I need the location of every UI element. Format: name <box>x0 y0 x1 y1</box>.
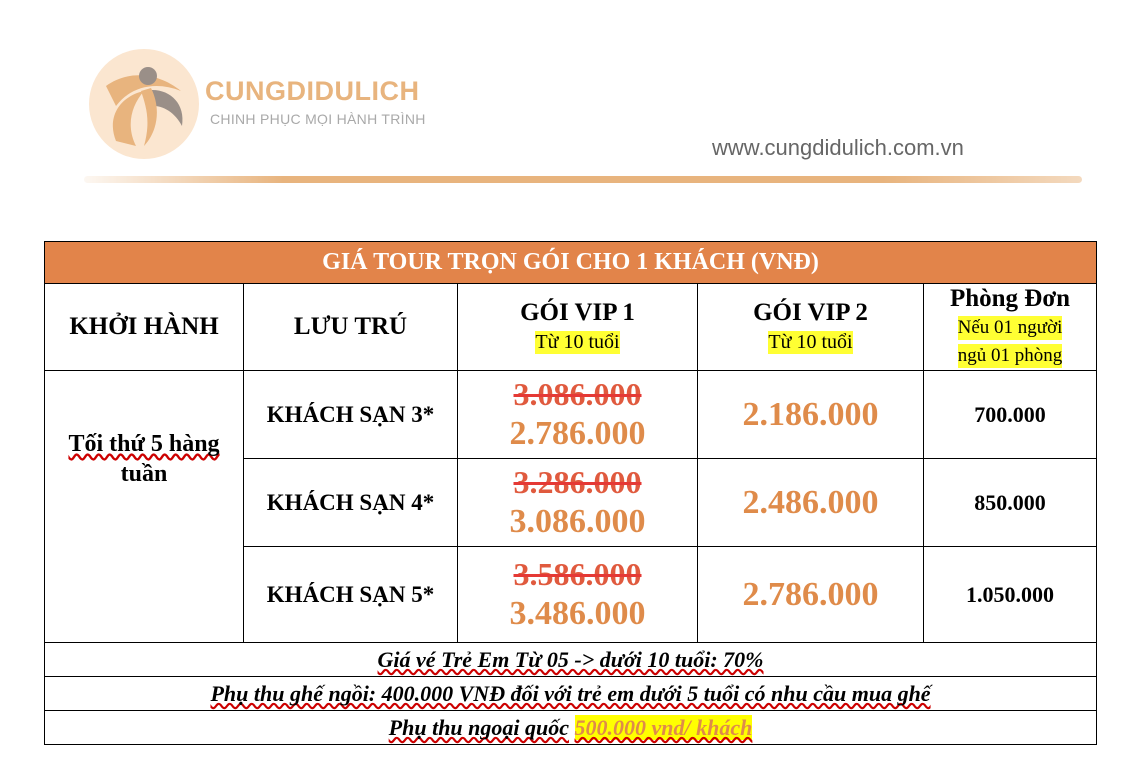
brand-tagline: CHINH PHỤC MỌI HÀNH TRÌNH <box>210 111 426 127</box>
table-title: GIÁ TOUR TRỌN GÓI CHO 1 KHÁCH (VNĐ) <box>45 242 1097 284</box>
departure-cell <box>45 371 244 643</box>
table-title-row <box>45 242 1097 284</box>
brand-name: CUNGDIDULICH <box>205 76 420 106</box>
single-room-price: 1.050.000 <box>924 547 1097 643</box>
vip2-age: Từ 10 tuổi <box>768 331 853 353</box>
foreign-surcharge-label: Phụ thu ngoại quốc <box>388 714 570 740</box>
page-header <box>0 0 1146 200</box>
tour-price-table <box>44 241 1097 745</box>
single-room-name: Phòng Đơn <box>949 285 1071 312</box>
vip2-name: GÓI VIP 2 <box>753 299 868 326</box>
table-row <box>45 371 1097 459</box>
departure-line-1: Tối thứ 5 hàng <box>68 431 220 457</box>
single-room-price: 700.000 <box>924 371 1097 459</box>
vip1-new-price: 3.086.000 <box>509 502 646 540</box>
seat-surcharge-note: Phụ thu ghế ngồi: 400.000 VNĐ đối với trẻ em dưới 5 tuổi có nhu cầu mua ghế <box>210 680 931 706</box>
vip1-new-price: 2.786.000 <box>509 414 646 452</box>
vip1-price-cell <box>458 459 698 547</box>
header-divider <box>84 176 1082 183</box>
departure-line-2: tuần <box>120 461 168 487</box>
col-vip1-header <box>458 284 698 371</box>
col-departure-header: KHỞI HÀNH <box>45 284 244 371</box>
vip1-old-price: 3.586.000 <box>513 555 642 592</box>
vip2-price: 2.486.000 <box>698 459 924 547</box>
hotel-name: KHÁCH SẠN 4* <box>244 459 458 547</box>
vip1-price-cell <box>458 371 698 459</box>
single-room-price: 850.000 <box>924 459 1097 547</box>
hotel-name: KHÁCH SẠN 5* <box>244 547 458 643</box>
single-room-note-2: ngủ 01 phòng <box>957 345 1063 366</box>
hotel-name: KHÁCH SẠN 3* <box>244 371 458 459</box>
vip1-old-price: 3.086.000 <box>513 375 642 412</box>
note-row-child <box>45 643 1097 677</box>
vip1-name: GÓI VIP 1 <box>520 299 635 326</box>
col-vip2-header <box>698 284 924 371</box>
col-stay-header: LƯU TRÚ <box>244 284 458 371</box>
child-price-note: Giá vé Trẻ Em Từ 05 -> dưới 10 tuổi: 70% <box>377 646 764 672</box>
note-row-foreign <box>45 711 1097 745</box>
cungdidulich-logo-icon <box>86 46 202 162</box>
website-url: www.cungdidulich.com.vn <box>712 135 964 160</box>
note-row-seat <box>45 677 1097 711</box>
vip2-price: 2.786.000 <box>698 547 924 643</box>
vip1-new-price: 3.486.000 <box>509 594 646 632</box>
single-room-note-1: Nếu 01 người <box>957 317 1063 338</box>
vip1-age: Từ 10 tuổi <box>535 331 620 353</box>
table-header-row <box>45 284 1097 371</box>
vip1-old-price: 3.286.000 <box>513 463 642 500</box>
col-single-header <box>924 284 1097 371</box>
foreign-surcharge-value: 500.000 vnd/ khách <box>574 714 753 740</box>
vip1-price-cell <box>458 547 698 643</box>
vip2-price: 2.186.000 <box>698 371 924 459</box>
